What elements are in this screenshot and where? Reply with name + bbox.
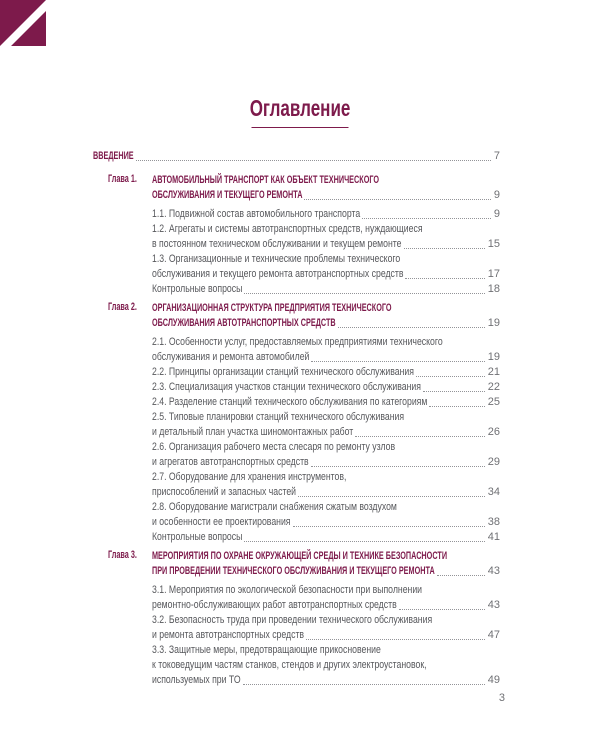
dot-leader — [136, 160, 491, 161]
item-text: 3.3. Защитные меры, предотвращающие прикосновение — [152, 644, 381, 656]
item-text: 1.3. Организационные и технические проблемы технического — [152, 253, 401, 265]
chapter-2-label: Глава 2. — [108, 301, 137, 313]
item-text: обслуживания и текущего ремонта автотранспортных средств — [152, 268, 404, 280]
page-ref: 19 — [487, 317, 500, 329]
dot-leader — [405, 278, 484, 279]
page-ref: 9 — [493, 208, 500, 220]
item-text: обслуживания и ремонта автомобилей — [152, 351, 310, 363]
page-ref: 49 — [487, 674, 500, 686]
introduction-label: ВВЕДЕНИЕ — [93, 150, 134, 162]
dot-leader — [298, 496, 485, 497]
item-text: 2.6. Организация рабочего места слесаря по ремонту узлов — [152, 441, 396, 453]
toc-item-line — [152, 613, 500, 628]
item-text: 1.1. Подвижной состав автомобильного транспорта — [152, 208, 361, 220]
chapter-title-line: ОБСЛУЖИВАНИЯ И ТЕКУЩЕГО РЕМОНТА — [152, 189, 303, 201]
toc-item-line — [152, 440, 500, 455]
item-text: Контрольные вопросы — [152, 531, 243, 543]
page-ref: 43 — [487, 565, 500, 577]
toc-item — [152, 425, 500, 440]
item-text: 2.3. Специализация участков станции технического обслуживания — [152, 381, 421, 393]
dot-leader — [306, 639, 485, 640]
page-ref: 19 — [487, 351, 500, 363]
item-text: в постоянном техническом обслуживании и текущем ремонте — [152, 238, 402, 250]
page-ref: 7 — [493, 150, 500, 162]
page-ref: 26 — [487, 426, 500, 438]
table-of-contents — [93, 149, 500, 688]
page-ref: 21 — [487, 366, 500, 378]
page-ref: 9 — [493, 189, 500, 201]
chapter-3-label: Глава 3. — [108, 549, 137, 561]
page-title-text: Оглавление — [249, 95, 351, 121]
folio-page-number: 3 — [498, 692, 505, 704]
page-ref: 18 — [487, 283, 500, 295]
item-text: и агрегатов автотранспортных средств — [152, 456, 309, 468]
toc-item — [152, 485, 500, 500]
dot-leader — [293, 526, 485, 527]
dot-leader — [311, 466, 485, 467]
chapter-title-line: ПРИ ПРОВЕДЕНИИ ТЕХНИЧЕСКОГО ОБСЛУЖИВАНИЯ И ТЕКУЩЕГО РЕМОНТА — [152, 565, 435, 577]
dot-leader — [311, 361, 484, 362]
dot-leader — [355, 436, 484, 437]
dot-leader — [338, 327, 485, 328]
item-text: 2.7. Оборудование для хранения инструментов, — [152, 471, 347, 483]
toc-item — [152, 350, 500, 365]
toc-item-line — [152, 335, 500, 350]
dot-leader — [244, 293, 484, 294]
dot-leader — [404, 248, 485, 249]
item-text: 2.1. Особенности услуг, предоставляемых предприятиями технического — [152, 336, 443, 348]
item-text: 3.2. Безопасность труда при проведении технического обслуживания — [152, 614, 433, 626]
chapter-title-line: ОРГАНИЗАЦИОННАЯ СТРУКТУРА ПРЕДПРИЯТИЯ ТЕХНИЧЕСКОГО — [152, 302, 392, 314]
title-underline-rule — [252, 127, 349, 128]
page-ref: 15 — [487, 238, 500, 250]
page-ref: 41 — [487, 531, 500, 543]
item-text: используемых при ТО — [152, 674, 241, 686]
toc-entry-introduction — [93, 149, 500, 164]
toc-item-line — [152, 252, 500, 267]
chapter-2-heading — [93, 301, 500, 331]
item-text: и детальный план участка шиномонтажных работ — [152, 426, 354, 438]
dot-leader — [304, 199, 490, 200]
toc-item-line — [152, 643, 500, 658]
item-text: к токоведущим частям станков, стендов и других электроустановок, — [152, 659, 427, 671]
toc-item-line — [152, 658, 500, 673]
chapter-2-title — [152, 301, 500, 331]
page-title — [0, 95, 600, 121]
chapter-2-items — [152, 335, 500, 545]
toc-item — [152, 267, 500, 282]
toc-item-line — [152, 583, 500, 598]
item-text: Контрольные вопросы — [152, 283, 243, 295]
chapter-title-line: ОБСЛУЖИВАНИЯ АВТОТРАНСПОРТНЫХ СРЕДСТВ — [152, 317, 336, 329]
chapter-1-heading — [93, 173, 500, 203]
item-text: 2.4. Разделение станций технического обслуживания по категориям — [152, 396, 428, 408]
item-text: и особенности ее проектирования — [152, 516, 291, 528]
toc-item — [152, 237, 500, 252]
item-text: 2.5. Типовые планировки станций технического обслуживания — [152, 411, 405, 423]
chapter-3-items — [152, 583, 500, 688]
chapter-3-heading — [93, 549, 500, 579]
chapter-title-line: МЕРОПРИЯТИЯ ПО ОХРАНЕ ОКРУЖАЮЩЕЙ СРЕДЫ И ТЕХНИКЕ БЕЗОПАСНОСТИ — [152, 550, 448, 562]
corner-ornament — [0, 0, 46, 46]
toc-item — [152, 395, 500, 410]
page-ref: 29 — [487, 456, 500, 468]
item-text: 3.1. Мероприятия по экологической безопасности при выполнении — [152, 584, 423, 596]
page-ref: 25 — [487, 396, 500, 408]
item-text: приспособлений и запасных частей — [152, 486, 297, 498]
toc-item — [152, 628, 500, 643]
page-ref: 17 — [487, 268, 500, 280]
item-text: 1.2. Агрегаты и системы автотранспортных средств, нуждающиеся — [152, 223, 423, 235]
chapter-2-label-cell — [93, 301, 152, 331]
toc-chapter-3 — [93, 549, 500, 688]
page-ref: 47 — [487, 629, 500, 641]
toc-item — [152, 598, 500, 613]
chapter-1-label-cell — [93, 173, 152, 203]
toc-item-line — [152, 222, 500, 237]
dot-leader — [243, 684, 485, 685]
toc-item-line — [152, 470, 500, 485]
chapter-title-line: АВТОМОБИЛЬНЫЙ ТРАНСПОРТ КАК ОБЪЕКТ ТЕХНИЧЕСКОГО — [152, 174, 380, 186]
dot-leader — [244, 541, 484, 542]
item-text: и ремонта автотранспортных средств — [152, 629, 305, 641]
item-text: 2.8. Оборудование магистрали снабжения сжатым воздухом — [152, 501, 397, 513]
toc-item — [152, 365, 500, 380]
dot-leader — [362, 218, 491, 219]
chapter-1-title — [152, 173, 500, 203]
page-ref: 34 — [487, 486, 500, 498]
chapter-3-title — [152, 549, 500, 579]
toc-item — [152, 515, 500, 530]
chapter-1-label: Глава 1. — [108, 173, 137, 185]
dot-leader — [416, 376, 485, 377]
page-ref: 43 — [487, 599, 500, 611]
toc-item-line — [152, 410, 500, 425]
page-ref: 38 — [487, 516, 500, 528]
dot-leader — [437, 575, 485, 576]
item-text: ремонтно-обслуживающих работ автотранспортных средств — [152, 599, 397, 611]
toc-item — [152, 207, 500, 222]
toc-item — [152, 530, 500, 545]
item-text: 2.2. Принципы организации станций технического обслуживания — [152, 366, 414, 378]
toc-chapter-2 — [93, 301, 500, 545]
dot-leader — [399, 609, 485, 610]
toc-item-line — [152, 500, 500, 515]
toc-item — [152, 673, 500, 688]
chapter-1-items — [152, 207, 500, 297]
toc-item — [152, 282, 500, 297]
toc-chapter-1 — [93, 173, 500, 297]
dot-leader — [429, 406, 484, 407]
chapter-3-label-cell — [93, 549, 152, 579]
toc-item — [152, 455, 500, 470]
dot-leader — [423, 391, 485, 392]
page-ref: 22 — [487, 381, 500, 393]
toc-item — [152, 380, 500, 395]
